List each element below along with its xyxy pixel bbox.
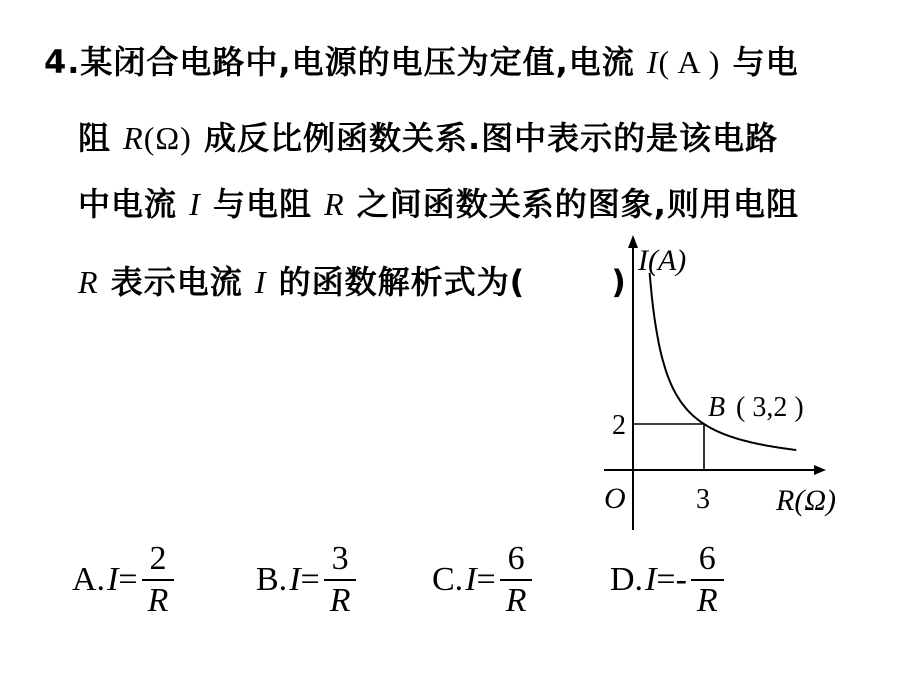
numerator: 6 <box>698 540 716 577</box>
question-line-2 <box>78 118 778 158</box>
option-eq: = <box>300 561 320 598</box>
question-text: ) <box>611 263 627 301</box>
question-line-3 <box>78 184 799 224</box>
question-text: 中电流 <box>78 185 178 223</box>
origin-label: O <box>604 482 626 515</box>
y-tick-label: 2 <box>612 410 626 441</box>
question-text: 阻 <box>78 119 112 157</box>
option-fraction <box>324 539 357 621</box>
question-text: 某闭合电路中,电源的电压为定值,电流 <box>80 43 635 81</box>
option-eq: = <box>118 561 138 598</box>
option-label: A. <box>72 561 106 598</box>
option-fraction <box>691 539 724 621</box>
var-r: R <box>324 186 345 222</box>
point-label: B <box>708 392 726 423</box>
var-i: I <box>254 264 267 300</box>
x-axis-label: R(Ω) <box>776 484 836 517</box>
question-text: 与电 <box>732 43 799 81</box>
denominator: R <box>329 582 351 619</box>
question-line-1 <box>44 42 799 82</box>
unit-ampere: ( A ) <box>658 44 721 80</box>
question-number: 4. <box>44 43 81 81</box>
option-eq: =- <box>656 561 687 598</box>
option-c[interactable] <box>432 530 532 630</box>
var-i: I <box>189 186 201 222</box>
question-text: 成反比例函数关系.图中表示的是该电路 <box>203 119 779 157</box>
question-text: 之间函数关系的图象,则用电阻 <box>356 185 799 223</box>
option-var: I <box>465 561 477 598</box>
question-text: 与电阻 <box>212 185 312 223</box>
var-r: R <box>123 120 144 156</box>
var-r: R <box>78 264 99 300</box>
y-axis-arrow <box>628 235 638 248</box>
x-axis-arrow <box>814 465 826 475</box>
option-var: I <box>289 561 301 598</box>
point-coords: ( 3,2 ) <box>736 392 804 423</box>
option-var: I <box>645 561 657 598</box>
y-axis-label: I(A) <box>638 244 687 277</box>
var-i: I <box>646 44 659 80</box>
option-d[interactable] <box>610 530 724 630</box>
denominator: R <box>147 582 169 619</box>
numerator: 2 <box>149 540 167 577</box>
question-text: 的函数解析式为( <box>278 263 526 301</box>
option-var: I <box>107 561 119 598</box>
option-eq: = <box>476 561 496 598</box>
option-fraction <box>500 539 533 621</box>
option-label: C. <box>432 561 464 598</box>
option-label: D. <box>610 561 644 598</box>
option-fraction <box>142 539 175 621</box>
numerator: 6 <box>507 540 525 577</box>
numerator: 3 <box>331 540 349 577</box>
denominator: R <box>505 582 527 619</box>
question-text: 表示电流 <box>110 263 243 301</box>
question-line-4 <box>78 262 627 302</box>
inverse-proportion-graph <box>590 230 860 530</box>
option-a[interactable] <box>72 530 174 630</box>
option-label: B. <box>256 561 288 598</box>
denominator: R <box>696 582 718 619</box>
x-tick-label: 3 <box>696 484 710 515</box>
unit-ohm: (Ω) <box>143 120 192 156</box>
option-b[interactable] <box>256 530 356 630</box>
